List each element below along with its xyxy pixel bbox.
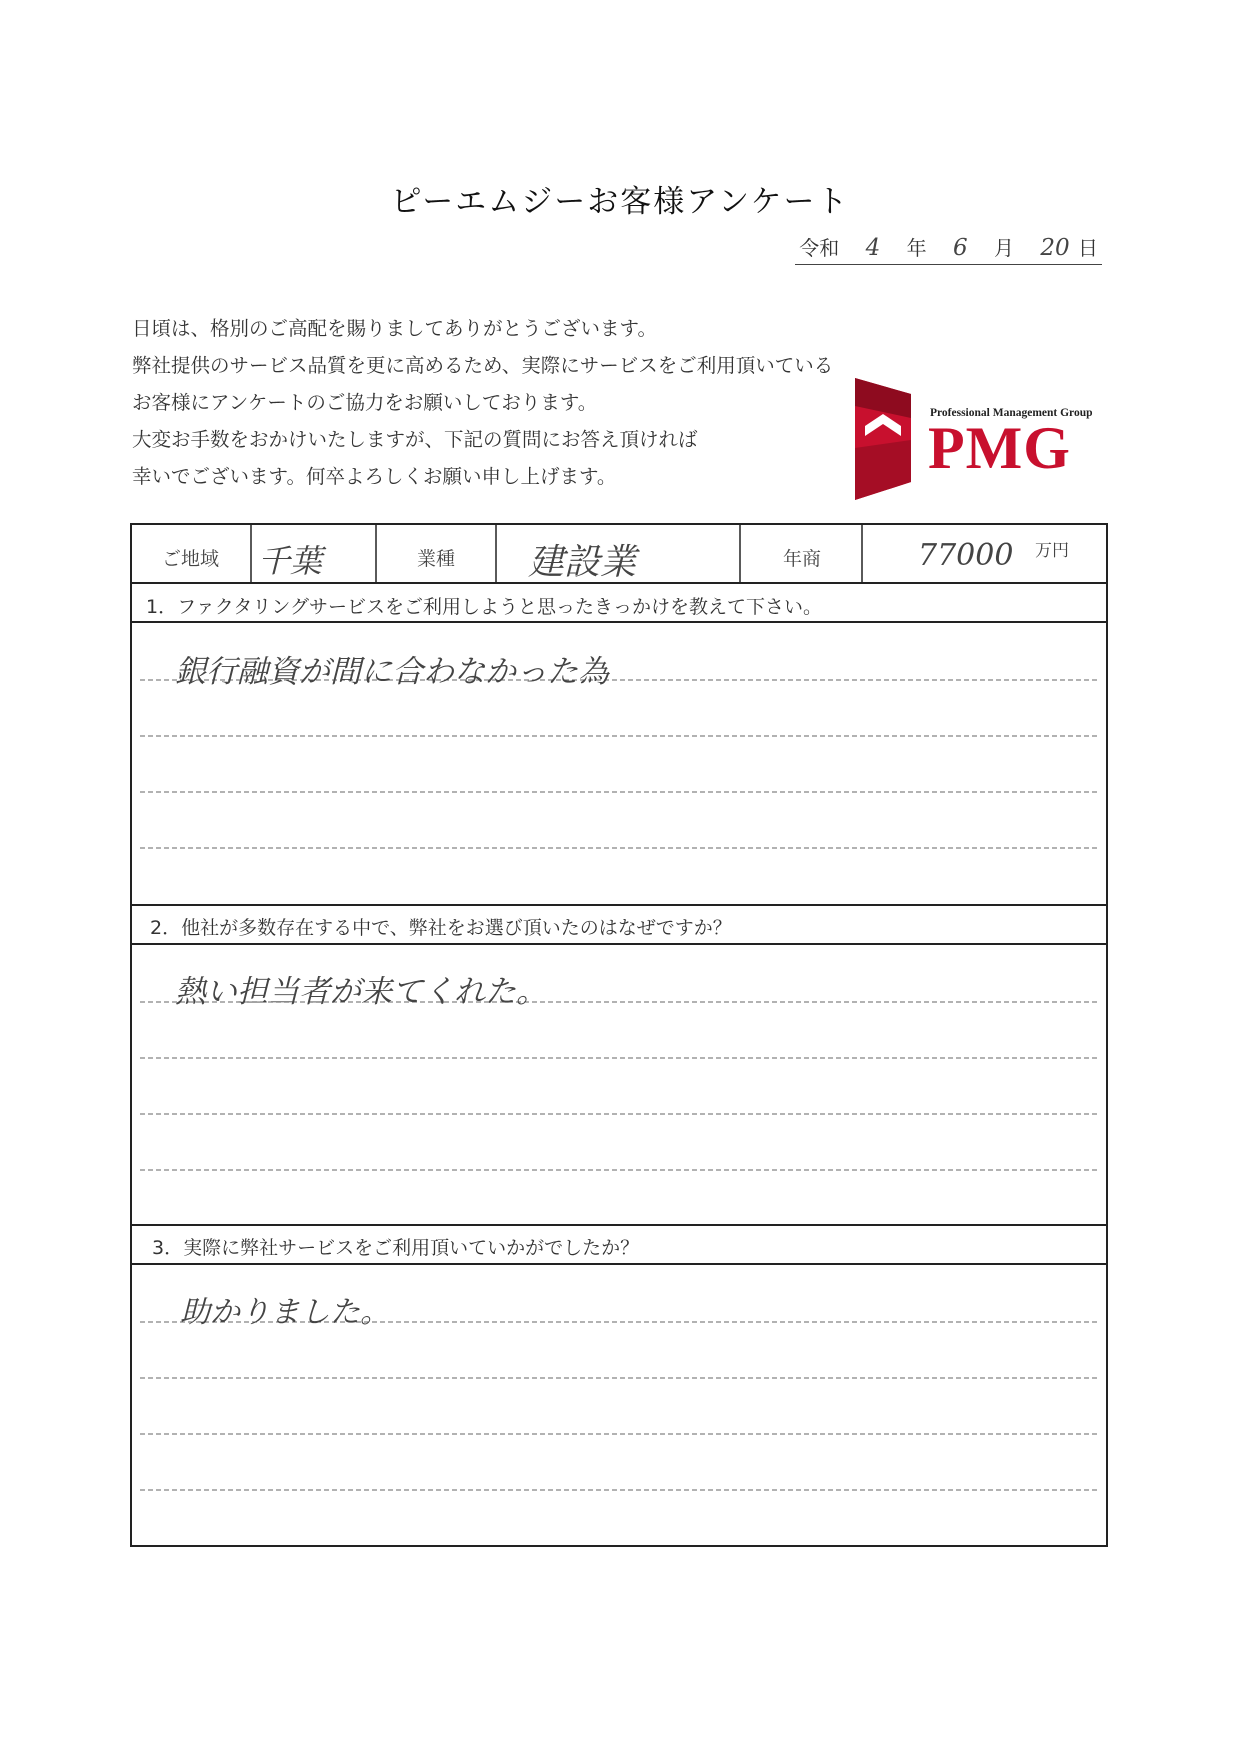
question-2: 2．他社が多数存在する中で、弊社をお選び頂いたのはなぜですか？ [150, 917, 732, 939]
date-year-handwritten: 4 [865, 235, 881, 261]
intro-line: 大変お手数をおかけいたしますが、下記の質問にお答え頂ければ [132, 428, 698, 451]
logo-wordmark: PMG [928, 415, 1071, 481]
revenue-value-handwritten: 77000 [918, 538, 1014, 573]
date-month-unit: 月 [994, 236, 1014, 260]
revenue-label: 年商 [783, 548, 822, 570]
question-1: 1．ファクタリングサービスをご利用しようと思ったきっかけを教えて下さい。 [146, 596, 822, 618]
survey-title: ピーエムジーお客様アンケート [390, 184, 850, 220]
question-3: 3．実際に弊社サービスをご利用頂いていかがでしたか？ [152, 1237, 640, 1259]
intro-line: 幸いでございます。何卒よろしくお願い申し上げます。 [132, 465, 617, 488]
answer-2-handwritten: 熱い担当者が来てくれた。 [175, 974, 547, 1010]
intro-line: 弊社提供のサービス品質を更に高めるため、実際にサービスをご利用頂いている [132, 354, 834, 377]
answer-1-handwritten: 銀行融資が間に合わなかった為 [175, 654, 609, 690]
region-value-handwritten: 千葉 [258, 542, 323, 580]
intro-line: お客様にアンケートのご協力をお願いしております。 [132, 391, 598, 414]
date-day-unit: 日 [1078, 236, 1098, 260]
answer-3-handwritten: 助かりました。 [180, 1295, 390, 1330]
date-year-unit: 年 [906, 236, 927, 260]
date-day-handwritten: 20 [1040, 235, 1070, 261]
logo-subtitle: Professional Management Group [930, 407, 1093, 419]
revenue-unit: 万円 [1035, 541, 1069, 561]
date-month-handwritten: 6 [953, 235, 968, 261]
region-label: ご地域 [162, 548, 220, 570]
date-era: 令和 [799, 236, 840, 260]
industry-label: 業種 [417, 548, 456, 570]
industry-value-handwritten: 建設業 [528, 542, 637, 583]
intro-line: 日頃は、格別のご高配を賜りましてありがとうございます。 [132, 317, 657, 340]
